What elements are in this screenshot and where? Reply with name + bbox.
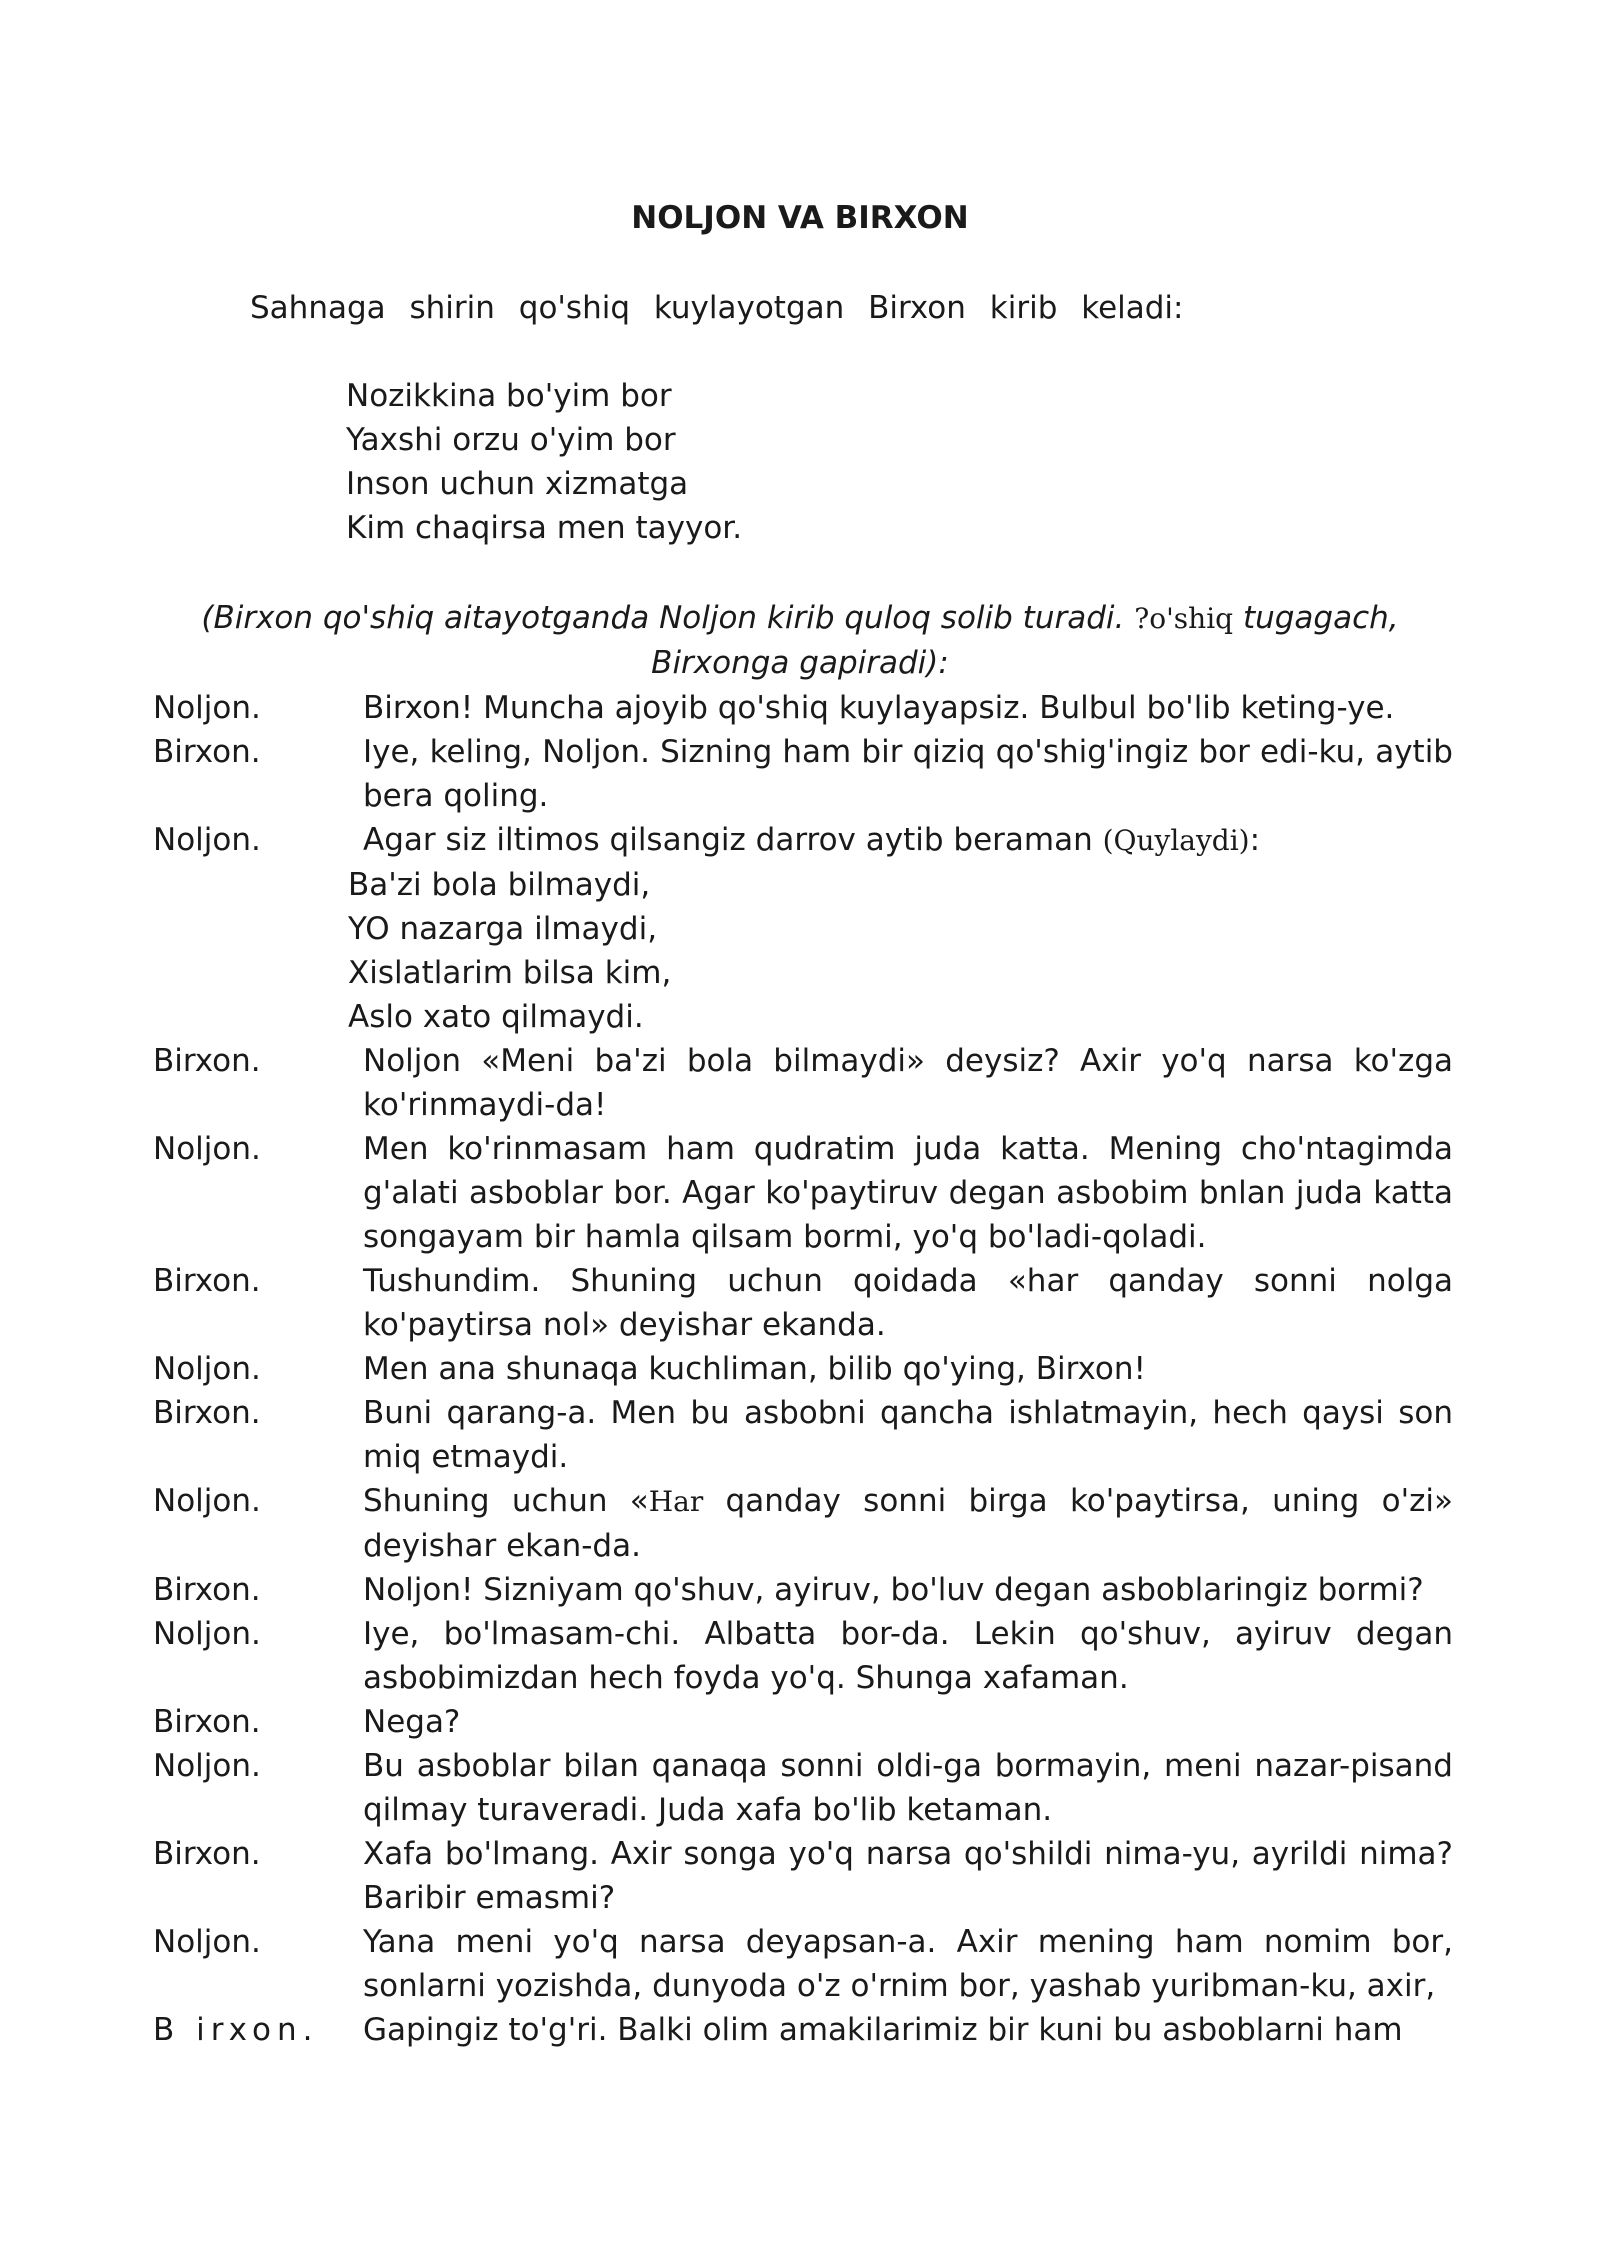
speech-text-part: qanday sonni birga ko'paytirsa, uning o'zi» deyishar ekan-da. bbox=[363, 1483, 1453, 1564]
dialogue-line bbox=[153, 1259, 1453, 1347]
song-line: Xislatlarim bilsa kim, bbox=[348, 955, 672, 991]
dialogue-line bbox=[153, 1832, 1453, 1920]
speech-text-part: Agar siz iltimos qilsangiz darrov aytib beraman bbox=[363, 822, 1103, 858]
speech-text: Men ko'rinmasam ham qudratim juda katta. Mening cho'ntagimda g'alati asboblar bor. Agar ko'paytiruv degan asbobim bnlan juda katta songayam bir hamla qilsam bormi, yo'q bo'ladi-qoladi. bbox=[363, 1131, 1453, 1255]
dialogue-line bbox=[153, 730, 1453, 818]
speaker-name: Noljon. bbox=[153, 1924, 261, 1960]
speech-text: Gapingiz to'g'ri. Balki olim amakilarimiz bir kuni bu asboblarni ham bbox=[363, 2012, 1403, 2048]
song-line: Yaxshi orzu o'yim bor bbox=[346, 422, 676, 458]
speaker-name: Birxon. bbox=[153, 1395, 261, 1431]
speaker-name: Noljon. bbox=[153, 1351, 261, 1387]
dialogue-line bbox=[153, 1391, 1453, 1479]
speaker-name: Birxon. bbox=[153, 1836, 261, 1872]
song-line: Nozikkina bo'yim bor bbox=[346, 378, 672, 414]
noljon-song bbox=[348, 863, 1453, 1039]
speaker-name: Birxon. bbox=[153, 1043, 261, 1079]
speech-text: Tushundim. Shuning uchun qoidada «har qanday sonni nolga ko'paytirsa nol» deyishar ekanda. bbox=[363, 1263, 1453, 1343]
speech-text bbox=[363, 1479, 1453, 1568]
dialogue-line bbox=[153, 2008, 1453, 2052]
dialogue-line bbox=[153, 1479, 1453, 1568]
speech-text: Noljon! Sizniyam qo'shuv, ayiruv, bo'luv degan asboblaringiz bormi? bbox=[363, 1572, 1424, 1608]
dialogue bbox=[153, 686, 1453, 2052]
speech-text: Iye, keling, Noljon. Sizning ham bir qiziq qo'shig'ingiz bor edi-ku, aytib bera qoling. bbox=[363, 734, 1453, 814]
speech-text-part: (Quylaydi) bbox=[1102, 824, 1250, 857]
dialogue-line bbox=[153, 1744, 1453, 1832]
song-line: Inson uchun xizmatga bbox=[346, 466, 689, 502]
speaker-name: Noljon. bbox=[153, 1748, 261, 1784]
speaker-name: Noljon. bbox=[153, 822, 261, 858]
speaker-name: Birxon. bbox=[153, 734, 261, 770]
dialogue-line bbox=[153, 1920, 1453, 2008]
speech-text: Men ana shunaqa kuchliman, bilib qo'ying, Birxon! bbox=[363, 1351, 1146, 1387]
speaker-name: Birxon. bbox=[153, 1704, 261, 1740]
speech-text-part: Shuning uchun « bbox=[363, 1483, 649, 1519]
opening-song bbox=[346, 374, 742, 550]
stage-direction-text: ?o'shiq bbox=[1134, 602, 1234, 635]
speaker-name: Noljon. bbox=[153, 690, 261, 726]
speaker-name: B irxon. bbox=[153, 2012, 319, 2048]
dialogue-line bbox=[153, 1127, 1453, 1259]
speech-text-part: Har bbox=[648, 1485, 704, 1518]
document-title: NOLJON VA BIRXON bbox=[631, 200, 969, 236]
stage-direction bbox=[150, 596, 1450, 685]
song-line: YO nazarga ilmaydi, bbox=[348, 911, 658, 947]
speech-text: Iye, bo'lmasam-chi. Albatta bor-da. Lekin qo'shuv, ayiruv degan asbobimizdan hech foyda yo'q. Shunga xafaman. bbox=[363, 1616, 1453, 1696]
speech-text: Bu asboblar bilan qanaqa sonni oldi-ga bormayin, meni nazar-pisand qilmay turaveradi. Juda xafa bo'lib ketaman. bbox=[363, 1748, 1453, 1828]
dialogue-line bbox=[153, 686, 1453, 730]
intro-stage-direction: Sahnaga shirin qo'shiq kuylayotgan Birxon kirib keladi: bbox=[250, 290, 1184, 326]
song-line: Ba'zi bola bilmaydi, bbox=[348, 867, 651, 903]
dialogue-line bbox=[153, 1347, 1453, 1391]
speaker-name: Birxon. bbox=[153, 1572, 261, 1608]
speaker-name: Noljon. bbox=[153, 1483, 261, 1519]
speech-text: Nega? bbox=[363, 1704, 461, 1740]
speech-text: Noljon «Meni ba'zi bola bilmaydi» deysiz? Axir yo'q narsa ko'zga ko'rinmaydi-da! bbox=[363, 1043, 1453, 1123]
dialogue-line bbox=[153, 1039, 1453, 1127]
stage-direction-text: (Birxon qo'shiq aitayotganda Noljon kirib quloq solib turadi. bbox=[201, 600, 1135, 636]
speech-text: Birxon! Muncha ajoyib qo'shiq kuylayapsiz. Bulbul bo'lib keting-ye. bbox=[363, 690, 1395, 726]
dialogue-line bbox=[153, 1568, 1453, 1612]
song-line: Aslo xato qilmaydi. bbox=[348, 999, 644, 1035]
speech-text: Xafa bo'lmang. Axir songa yo'q narsa qo'shildi nima-yu, ayrildi nima? Baribir emasmi? bbox=[363, 1836, 1453, 1916]
speaker-name: Noljon. bbox=[153, 1616, 261, 1652]
song-line: Kim chaqirsa men tayyor. bbox=[346, 510, 743, 546]
speech-text bbox=[363, 818, 1453, 863]
dialogue-line bbox=[153, 1700, 1453, 1744]
speech-text-part: : bbox=[1249, 822, 1261, 858]
speech-text: Buni qarang-a. Men bu asbobni qancha ishlatmayin, hech qaysi son miq etmaydi. bbox=[363, 1395, 1453, 1475]
speaker-name: Noljon. bbox=[153, 1131, 261, 1167]
speech-text: Yana meni yo'q narsa deyapsan-a. Axir mening ham nomim bor, sonlarni yozishda, dunyoda o'z o'rnim bor, yashab yuribman-ku, axir, bbox=[363, 1924, 1453, 2004]
stage-direction-text: tugagach, Birxonga gapiradi): bbox=[651, 600, 1399, 681]
speaker-name: Birxon. bbox=[153, 1263, 261, 1299]
dialogue-line bbox=[153, 818, 1453, 863]
dialogue-line bbox=[153, 1612, 1453, 1700]
